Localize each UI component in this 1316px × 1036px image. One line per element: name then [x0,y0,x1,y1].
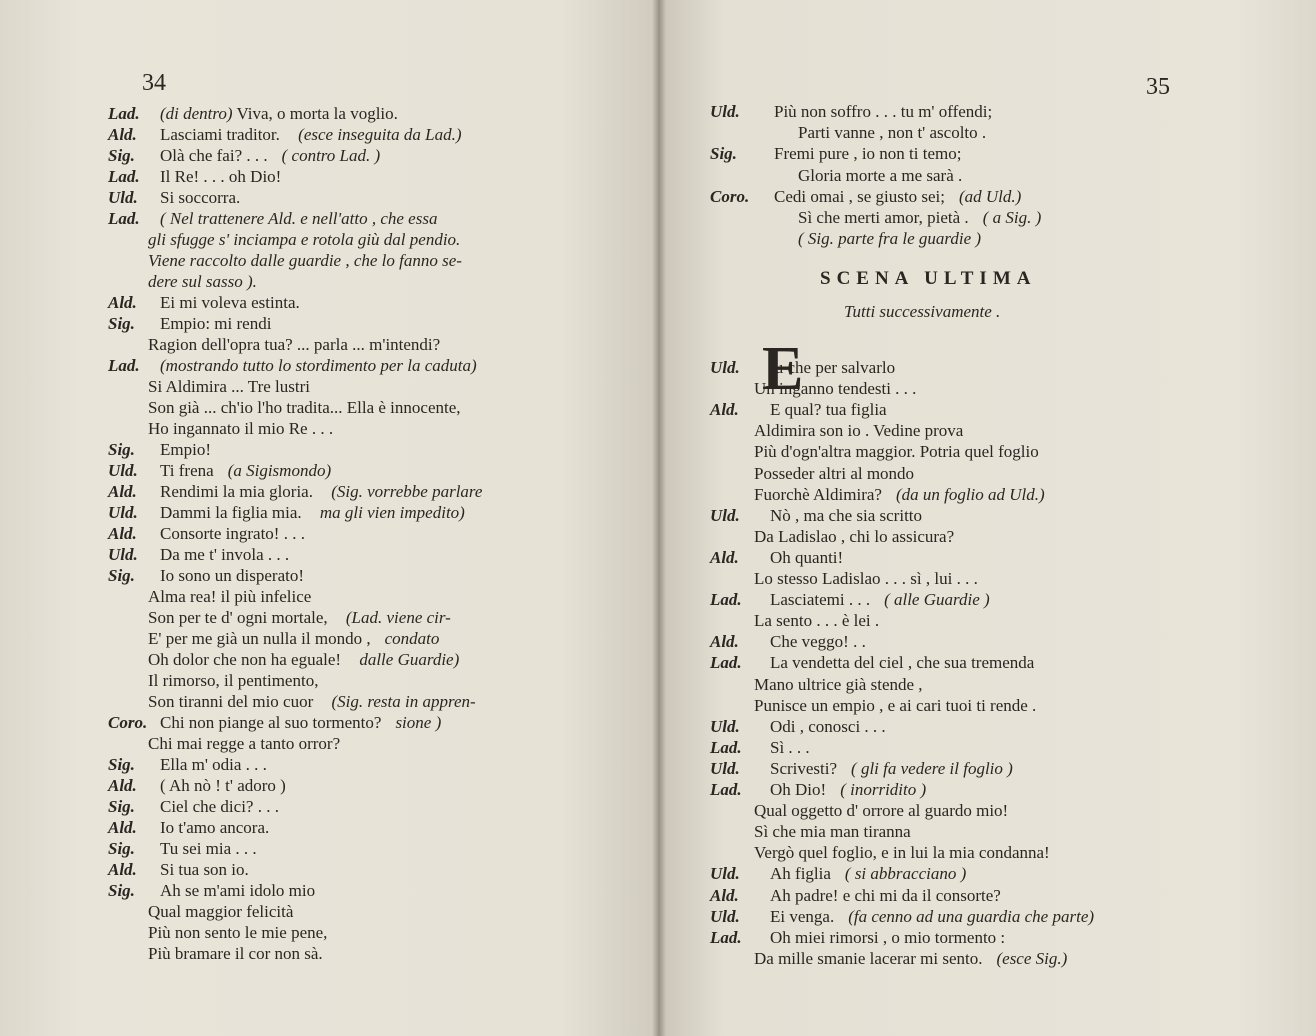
verse-text: Da me t' invola . . . [160,545,290,564]
speaker-abbr: Sig. [108,839,135,858]
line-text [160,860,249,880]
line-text [770,358,895,378]
stage-direction: (di dentro) [160,104,233,123]
verse-text: Cedi omai , se giusto sei; [774,186,945,206]
scene-title: SCENA ULTIMA [820,268,1037,289]
line-text [754,569,978,589]
verse-text: Più non sento le mie pene, [148,923,328,942]
line-text [160,839,257,859]
verse-text: Empio: mi rendi [160,314,272,333]
speaker-abbr: Lad. [710,590,742,610]
speaker-abbr: Uld. [108,188,138,207]
speaker-abbr: Ald. [108,818,137,837]
line-text [754,675,923,695]
verse-text: Odi , conosci . . . [770,716,886,736]
line-text [148,251,462,271]
verse-text: Qual maggior felicità [148,902,294,921]
verse-text: Io t'amo ancora. [160,818,270,837]
line-text [770,928,1005,948]
line-text [754,527,954,547]
book-gutter [652,0,666,1036]
speaker-abbr: Lad. [108,104,140,123]
line-text [148,734,340,754]
line-text [160,818,269,838]
verse-text: Qual oggetto d' orrore al guardo mio! [754,801,1009,821]
right-page-text-bottom [658,0,1316,1036]
verse-text: Sì che merti amor, pietà . [798,208,969,227]
line-text [754,843,1050,863]
verse-text: Ah se m'ami idolo mio [160,881,316,900]
verse-text: Chi non piange al suo tormento? [160,713,382,732]
page-number: 35 [1146,74,1170,100]
verse-text: Tu sei mia . . . [160,839,257,858]
stage-direction: ( Nel trattenere Ald. e nell'atto , che essa [160,209,438,228]
speaker-abbr: Lad. [710,737,742,757]
speaker-abbr: Uld. [710,758,740,778]
line-text [148,671,318,691]
speaker-abbr: Lad. [108,167,140,186]
verse-text: Si Aldimira ... Tre lustri [148,377,310,396]
line-text [160,125,462,145]
verse-text: Alma rea! il più infelice [148,587,312,606]
verse-text: Lasciatemi . . . [770,590,871,610]
page-number: 34 [142,70,166,96]
verse-text: Da Ladislao , chi lo assicura? [754,526,955,546]
line-text [160,503,465,523]
stage-direction: (esce inseguita da Lad.) [293,125,462,144]
line-text [160,188,240,208]
speaker-abbr: Lad. [108,356,140,375]
verse-text: Ragion dell'opra tua? ... parla ... m'intendi? [148,335,441,354]
line-text [160,797,279,817]
verse-text: Sì . . . [770,737,810,757]
speaker-abbr: Sig. [108,797,135,816]
stage-direction: gli sfugge s' inciampa e rotola giù dal pendio. [148,230,461,249]
verse-text: Empio! [160,440,211,459]
line-text [770,590,990,610]
line-text [770,632,866,652]
stage-direction: ( contro Lad. ) [281,146,381,165]
line-text [770,548,843,568]
speaker-abbr: Uld. [710,716,740,736]
line-text [770,907,1094,927]
speaker-abbr: Coro. [710,186,750,206]
speaker-abbr: Sig. [108,440,135,459]
line-text [160,755,267,775]
verse-text: Più non soffro . . . tu m' offendi; [774,102,993,121]
stage-direction: (Sig. resta in appren- [327,692,476,711]
verse-text: La vendetta del ciel , che sua tremenda [770,653,1035,673]
verse-text: Il rimorso, il pentimento, [148,671,319,690]
speaker-abbr: Sig. [108,755,135,774]
line-text [754,949,1067,969]
line-text [148,419,333,439]
line-text [770,864,966,884]
line-text [148,902,293,922]
verse-text: Ho ingannato il mio Re . . . [148,419,334,438]
line-text [148,377,310,397]
line-text [148,944,323,964]
verse-text: ( Ah nò ! t' adoro ) [160,776,286,795]
line-text [148,587,311,607]
speaker-abbr: Lad. [710,927,742,947]
line-text [754,442,1039,462]
line-text [770,653,1034,673]
line-text [160,776,286,796]
speaker-abbr: Ald. [710,400,739,420]
verse-text: Nò , ma che sia scritto [770,505,923,525]
verse-text: Son tiranni del mio cuor [148,692,314,711]
verse-text: Ei venga. [770,906,835,926]
speaker-abbr: Ald. [108,482,137,501]
speaker-abbr: Ald. [108,125,137,144]
right-page [658,0,1316,1036]
verse-text: E' per me già un nulla il mondo , [148,629,371,648]
speaker-abbr: Sig. [710,144,737,164]
line-text [770,759,1013,779]
speaker-abbr: Uld. [710,906,740,926]
line-text [754,611,879,631]
line-text [160,482,482,502]
speaker-abbr: Uld. [710,102,740,121]
stage-direction: ( Sig. parte fra le guardie ) [798,229,982,249]
drop-cap: E [762,335,804,403]
verse-text: Si tua son io. [160,860,249,879]
stage-direction: dere sul sasso ). [148,272,257,291]
stage-direction: ( gli fa vedere il foglio ) [851,758,1013,778]
line-text [160,440,211,460]
verse-text: Son per te d' ogni mortale, [148,608,328,627]
verse-text: Io sono un disperato! [160,566,305,585]
speaker-abbr: Ald. [108,860,137,879]
line-text [148,629,439,649]
speaker-abbr: Lad. [710,780,742,799]
verse-text: Aldimira son io . Vedine prova [754,421,964,441]
line-text [160,461,331,481]
line-text [160,356,477,376]
stage-direction: (mostrando tutto lo stordimento per la caduta) [160,356,477,375]
speaker-abbr: Uld. [108,461,138,480]
speaker-abbr: Ald. [108,776,137,795]
scene-subtitle: Tutti successivamente . [844,302,1001,321]
speaker-abbr: Ald. [108,524,137,543]
verse-text: Chi mai regge a tanto orror? [148,734,341,753]
verse-text: Ah padre! e chi mi da il consorte? [770,885,1001,905]
line-text [160,545,289,565]
stage-direction: ( inorridito ) [840,780,927,799]
line-text [770,738,810,758]
verse-text: Scrivesti? [770,758,838,778]
speaker-abbr: Lad. [710,653,742,673]
speaker-abbr: Coro. [108,713,148,732]
line-text [160,881,315,901]
verse-text: Posseder altri al mondo [754,463,915,483]
verse-text: tu che per salvarlo [770,358,896,377]
verse-text: Ti frena [160,461,214,480]
speaker-abbr: Ald. [710,547,739,567]
verse-text: Più d'ogn'altra maggior. Potria quel foglio [754,442,1039,462]
line-text [148,608,451,628]
verse-text: Olà che fai? . . . [160,146,268,165]
line-text [160,314,271,334]
verse-text: Lasciami traditor. [160,125,280,144]
speaker-abbr: Ald. [108,293,137,312]
verse-text: E qual? tua figlia [770,400,887,420]
stage-direction: (ad Uld.) [958,186,1022,206]
line-text [754,696,1036,716]
verse-text: Oh miei rimorsi , o mio tormento : [770,927,1006,947]
verse-text: Ei mi voleva estinta. [160,293,300,312]
verse-text: Fuorchè Aldimira? [754,484,882,504]
stage-direction: condato [384,629,440,648]
verse-text: Son già ... ch'io l'ho tradita... Ella è innocente, [148,398,461,417]
speaker-abbr: Sig. [108,566,135,585]
verse-text: Ciel che dici? . . . [160,797,279,816]
speaker-abbr: Sig. [108,146,135,165]
line-text [754,464,914,484]
speaker-abbr: Ald. [710,632,739,652]
line-text [148,272,257,292]
line-text [770,506,922,526]
verse-text: Un inganno tendesti . . . [754,379,917,399]
stage-direction: (Lad. viene cir- [341,608,451,627]
line-text [160,146,380,166]
verse-text: Ah figlia [770,864,831,884]
verse-text: Si soccorra. [160,188,241,207]
line-text [160,104,398,124]
speaker-abbr: Uld. [108,503,138,522]
line-text [160,293,300,313]
line-text [148,230,460,250]
line-text [770,886,1001,906]
line-text [148,398,461,418]
verse-text: Dammi la figlia mia. [160,503,302,522]
verse-text: Parti vanne , non t' ascolto . [798,123,987,143]
speaker-abbr: Sig. [108,314,135,333]
verse-text: Fremi pure , io non ti temo; [774,144,962,164]
line-text [160,524,305,544]
stage-direction: dalle Guardie) [355,650,460,669]
speaker-abbr: Uld. [710,505,740,525]
verse-text: Oh Dio! [770,780,827,799]
speaker-abbr: Uld. [710,864,740,884]
verse-text: Vergò quel foglio, e in lui la mia condanna! [754,843,1050,863]
verse-text: Mano ultrice già stende , [754,674,923,694]
line-text [160,713,441,733]
verse-text: Gloria morte a me sarà . [798,165,963,185]
line-text [148,335,440,355]
line-text [160,209,437,229]
verse-text: Oh quanti! [770,547,844,567]
line-text [770,717,886,737]
verse-text: Il Re! . . . oh Dio! [160,167,282,186]
stage-direction: (esce Sig.) [996,948,1068,968]
line-text [754,822,911,842]
verse-text: Consorte ingrato! . . . [160,524,305,543]
line-text [148,923,327,943]
verse-text: Da mille smanie lacerar mi sento. [754,948,983,968]
line-text [754,379,916,399]
verse-text: Viva, o morta la voglio. [232,104,398,123]
verse-text: Rendimi la mia gloria. [160,482,313,501]
stage-direction: ( si abbracciano ) [844,864,967,884]
stage-direction: ( alle Guardie ) [884,590,990,610]
verse-text: Ella m' odia . . . [160,755,267,774]
stage-direction: ( a Sig. ) [982,208,1042,227]
verse-text: Oh dolor che non ha eguale! [148,650,342,669]
line-text [160,566,304,586]
stage-direction: (a Sigismondo) [227,461,332,480]
speaker-abbr: Uld. [710,358,740,377]
verse-text: La sento . . . è lei . [754,611,880,631]
line-text [148,692,476,712]
verse-text: Più bramare il cor non sà. [148,944,323,963]
verse-text: Lo stesso Ladislao . . . sì , lui . . . [754,569,978,588]
line-text [148,650,459,670]
verse-text: Che veggo! . . [770,632,866,652]
stage-direction: Viene raccolto dalle guardie , che lo fanno se- [148,251,462,270]
speaker-abbr: Uld. [108,545,138,564]
stage-direction: ma gli vien impedito) [315,503,465,522]
speaker-abbr: Lad. [108,209,140,228]
line-text [770,780,926,800]
stage-direction: (fa cenno ad una guardia che parte) [848,906,1095,926]
line-text [754,801,1008,821]
verse-text: Punisce un empio , e ai cari tuoi ti rende . [754,695,1037,715]
line-text [160,167,281,187]
stage-direction: (da un foglio ad Uld.) [895,484,1045,504]
verse-text: Sì che mia man tiranna [754,822,911,842]
speaker-abbr: Ald. [710,885,739,905]
line-text [770,400,887,420]
line-text [754,421,963,441]
speaker-abbr: Sig. [108,881,135,900]
line-text [754,485,1045,505]
stage-direction: (Sig. vorrebbe parlare [326,482,483,501]
stage-direction: sione ) [395,713,442,732]
